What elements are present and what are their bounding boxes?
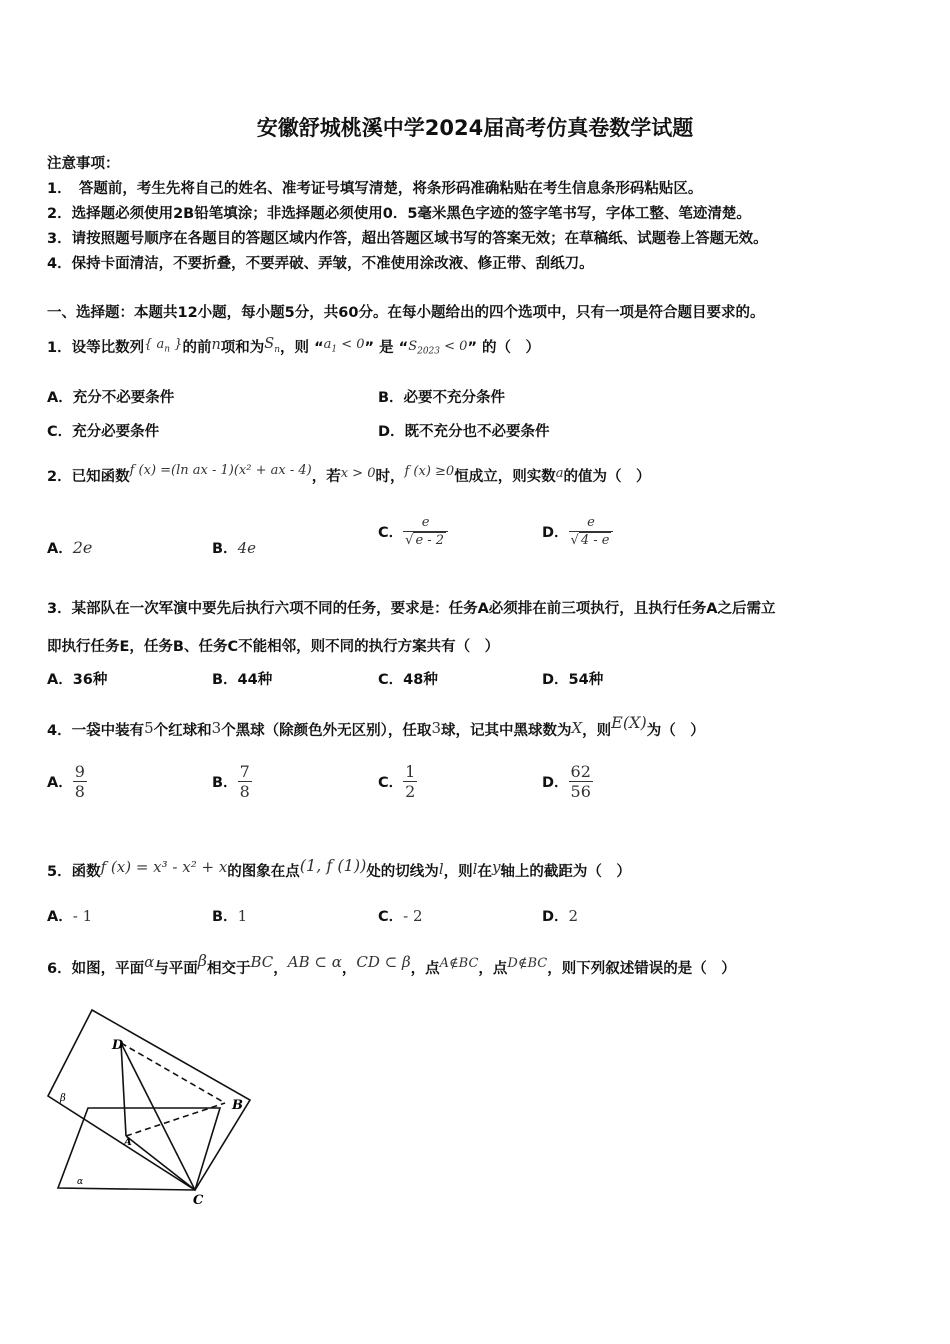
section-heading: 一、选择题：本题共12小题，每小题5分，共60分。在每小题给出的四个选项中，只有一项是符合题目要求的。 [47, 305, 765, 321]
label-a: A [124, 1137, 132, 1148]
question-5: 5．函数f (x) = x³ - x² + x的图象在点(1, f (1))处的切线为l，则l在y轴上的截距为（ ） [47, 856, 631, 880]
option-c: C． $\frac{e}{√ e - 2}$ [378, 514, 448, 549]
option-c: C． $\frac{1}{2}$ [378, 762, 416, 801]
fraction: $\frac{e}{√ e - 2}$ [403, 514, 448, 549]
edge-da [121, 1043, 126, 1136]
option-a: A．- 1 [47, 907, 93, 925]
option-b: B． $\frac{7}{8}$ [212, 762, 250, 801]
fraction: $\frac{e}{√ 4 - e}$ [569, 514, 614, 549]
label-b: B [232, 1098, 243, 1113]
option-a: A． $\frac{9}{8}$ [47, 762, 85, 801]
fraction: $\frac{7}{8}$ [239, 762, 250, 801]
question-3-line1: 3．某部队在一次军演中要先后执行六项不同的任务，要求是：任务A必须排在前三项执行，且执行任务A之后需立 [47, 601, 776, 617]
question-4: 4．一袋中装有5个红球和3个黑球（除颜色外无区别），任取3球，记其中黑球数为X，则E(X)为（ ） [47, 713, 705, 739]
notice-item: 3．请按照题号顺序在各题目的答题区域内作答，超出答题区域书写的答案无效；在草稿纸、试题卷上答题无效。 [47, 231, 768, 247]
notice-heading: 注意事项： [47, 156, 120, 172]
option-d: D． $\frac{62}{56}$ [542, 762, 591, 801]
notice-item: 1． 答题前，考生先将自己的姓名、准考证号填写清楚，将条形码准确粘贴在考生信息条形码粘贴区。 [47, 181, 703, 197]
edge-ac [126, 1136, 195, 1190]
notice-item: 2．选择题必须使用2B铅笔填涂；非选择题必须使用0．5毫米黑色字迹的签字笔书写，字体工整、笔迹清楚。 [47, 206, 751, 222]
fraction: $\frac{9}{8}$ [74, 762, 85, 801]
geometry-figure [40, 1000, 260, 1210]
label-d: D [112, 1038, 124, 1053]
notice-item: 4．保持卡面清洁，不要折叠，不要弄破、弄皱，不准使用涂改液、修正带、刮纸刀。 [47, 256, 594, 272]
option-c: C．- 2 [378, 907, 423, 925]
option-b: B．1 [212, 907, 248, 925]
label-alpha: α [77, 1177, 84, 1187]
fraction: $\frac{62}{56}$ [570, 762, 591, 801]
option-d: D．既不充分也不必要条件 [378, 424, 550, 440]
option-b: B．4e [212, 539, 256, 557]
option-b: B．44种 [212, 672, 273, 688]
question-2: 2．已知函数f (x) =(ln ax - 1)(x² + ax - 4)，若x > 0时，f (x) ≥0恒成立，则实数a的值为（ ） [47, 463, 651, 485]
question-1: 1．设等比数列{ $a_n$ }的前n项和为$S_n$，则 “$a_1 < 0$” 是 “$S_{2023} < 0$” 的（ ） [47, 336, 541, 357]
fraction: $\frac{1}{2}$ [405, 762, 416, 801]
label-c: C [193, 1193, 204, 1208]
question-6: 6．如图，平面α与平面β相交于BC，AB ⊂ α，CD ⊂ β，点A∉BC，点D∉BC，则下列叙述错误的是（ ） [47, 951, 736, 977]
label-beta: β [60, 1093, 66, 1104]
option-a: A．充分不必要条件 [47, 390, 175, 406]
option-a: A．2e [47, 538, 93, 557]
option-a: A．36种 [47, 672, 108, 688]
question-3-line2: 即执行任务E，任务B、任务C不能相邻，则不同的执行方案共有（ ） [47, 639, 500, 655]
page-title: 安徽舒城桃溪中学2024届高考仿真卷数学试题 [256, 116, 694, 140]
option-d: D．54种 [542, 672, 604, 688]
option-d: D．2 [542, 907, 579, 925]
option-c: C．充分必要条件 [47, 424, 160, 440]
option-c: C．48种 [378, 672, 438, 688]
option-d: D． $\frac{e}{√ 4 - e}$ [542, 514, 613, 549]
option-b: B．必要不充分条件 [378, 390, 506, 406]
